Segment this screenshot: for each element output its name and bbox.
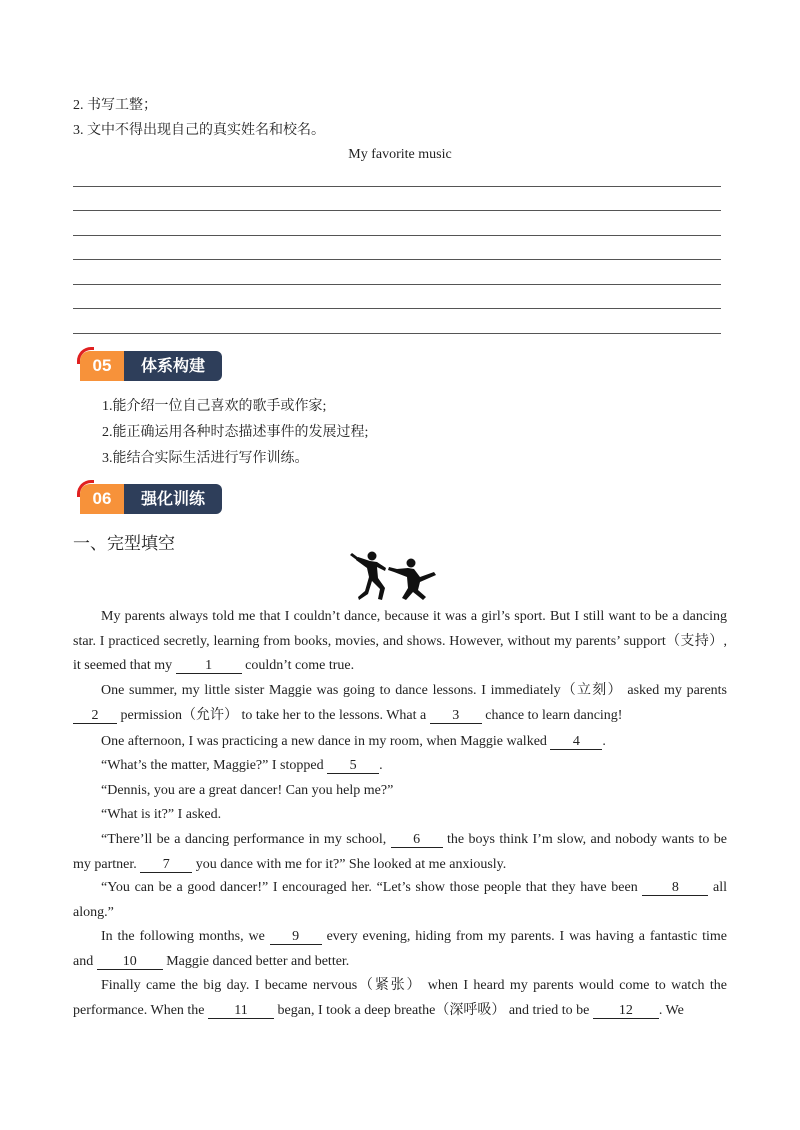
passage-paragraph: “What is it?” I asked. [101,807,222,822]
blank-9[interactable]: 9 [270,929,322,945]
writing-line [73,333,721,334]
passage-paragraph: Finally came the big day. I became nervous（紧张） when I heard my parents would come to watch the performance. When the 11 began, I took a deep breathe（深呼吸） and tried to be 12 . We [73,978,727,1018]
passage-paragraph: “Dennis, you are a great dancer! Can you help me?” [101,783,394,798]
passage-paragraph: “You can be a good dancer!” I encouraged her. “Let’s show those people that they have been 8 all along.” [73,880,728,920]
writing-line [73,308,721,309]
blank-2[interactable]: 2 [73,708,117,724]
blank-6[interactable]: 6 [391,832,443,848]
section-number: 05 [80,351,124,381]
section-title: 强化训练 [124,484,222,514]
blank-12[interactable]: 12 [593,1003,659,1019]
blank-5[interactable]: 5 [327,758,379,774]
requirement-2: 2. 书写工整； [73,98,157,113]
goal-item: 1.能介绍一位自己喜欢的歌手或作家; [102,399,327,414]
blank-11[interactable]: 11 [208,1003,274,1019]
dancing-couple-image [350,550,445,602]
blank-4[interactable]: 4 [550,734,602,750]
requirement-3: 3. 文中不得出现自己的真实姓名和校名。 [73,123,325,138]
writing-line [73,259,721,260]
blank-1[interactable]: 1 [176,658,242,674]
essay-title: My favorite music [348,147,452,162]
goal-item: 2.能正确运用各种时态描述事件的发展过程; [102,425,369,440]
passage-paragraph: In the following months, we 9 every evening, hiding from my parents. I was having a fantastic time and 10 Maggie danced better and better. [73,929,728,969]
passage-paragraph: “What’s the matter, Maggie?” I stopped 5 . [101,758,383,773]
goal-item: 3.能结合实际生活进行写作训练。 [102,451,309,466]
blank-10[interactable]: 10 [97,954,163,970]
passage-paragraph: “There’ll be a dancing performance in my school, 6 the boys think I’m slow, and nobody wants to be my partner. 7 you dance with me for it?” She looked at me anxiously. [73,832,728,872]
writing-line [73,186,721,187]
writing-line [73,210,721,211]
blank-8[interactable]: 8 [642,880,708,896]
writing-line [73,235,721,236]
passage-paragraph: One summer, my little sister Maggie was going to dance lessons. I immediately（立刻） asked my parents 2 permission（允许） to take her to the lessons. What a 3 chance to learn dancing! [73,679,727,728]
blank-7[interactable]: 7 [140,857,192,873]
cloze-heading: 一、完型填空 [73,534,175,554]
passage-paragraph: One afternoon, I was practicing a new dance in my room, when Maggie walked 4 . [101,734,606,749]
blank-3[interactable]: 3 [430,708,482,724]
writing-line [73,284,721,285]
section-number: 06 [80,484,124,514]
passage-paragraph: My parents always told me that I couldn’t dance, because it was a girl’s sport. But I still want to be a dancing star. I practiced secretly, learning from books, movies, and shows. However, without my parents’ support（支持）, it seemed that my 1 couldn’t come true. [73,609,727,674]
section-title: 体系构建 [124,351,222,381]
